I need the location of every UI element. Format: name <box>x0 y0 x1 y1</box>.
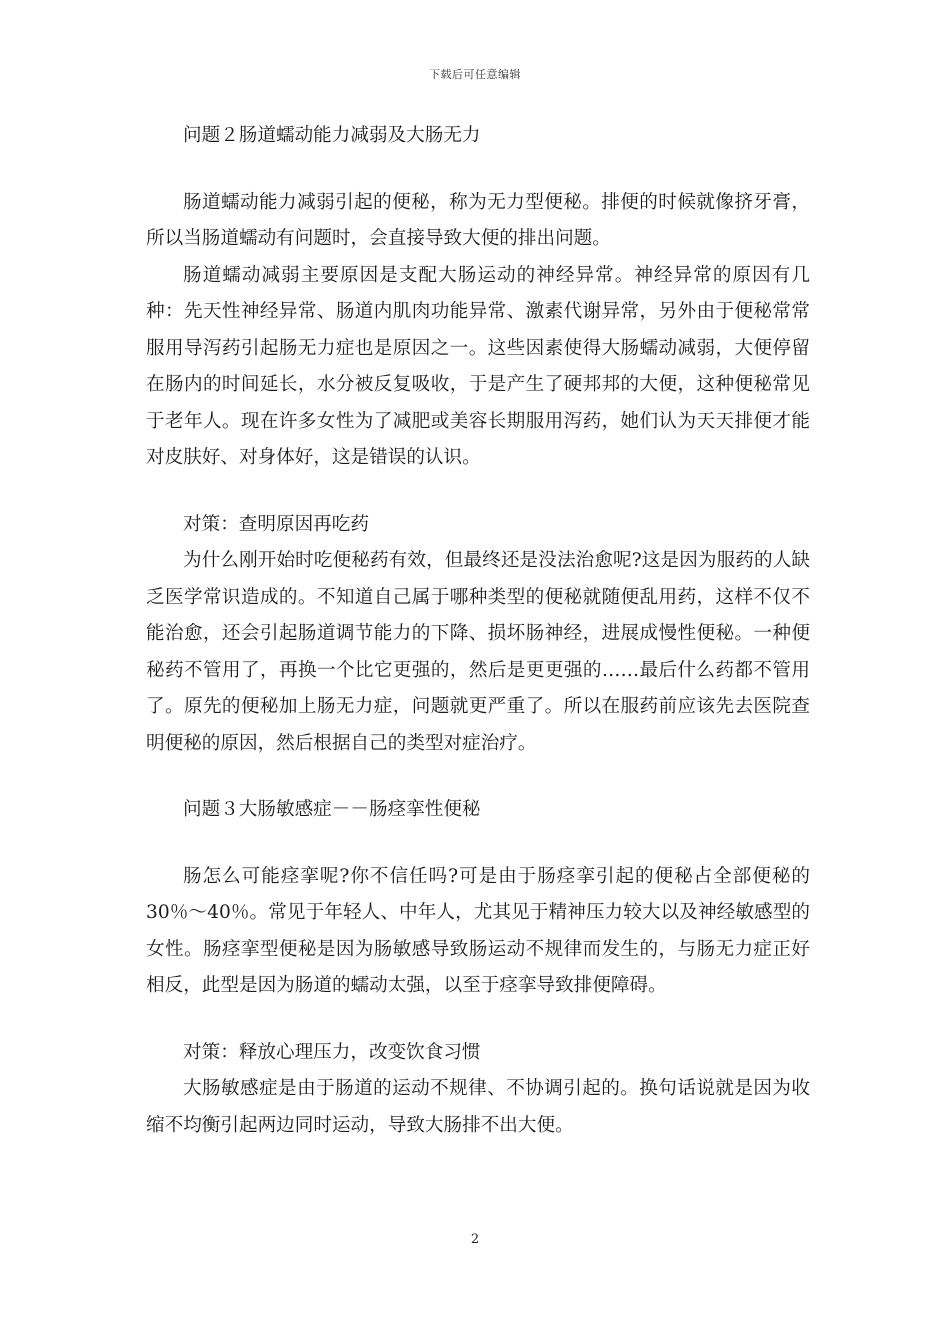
strategy-heading: 对策：查明原因再吃药 <box>183 513 369 535</box>
page-number: 2 <box>470 1232 480 1247</box>
document-body <box>146 118 810 1144</box>
page-header: 下载后可任意编辑 <box>429 68 521 81</box>
section-heading-problem-2: 问题２肠道蠕动能力减弱及大肠无力 <box>183 125 481 146</box>
paragraph: 肠道蠕动减弱主要原因是支配大肠运动的神经异常。神经异常的原因有几种：先天性神经异常、肠道内肌肉功能异常、激素代谢异常，另外由于便秘常常服用导泻药引起肠无力症也是原因之一。这些因素使得大肠蠕动减弱，大便停留在肠内的时间延长，水分被反复吸收，于是产生了硬邦邦的大便，这种便秘常见于老年人。现在许多女性为了减肥或美容长期服用泻药，她们认为天天排便才能对皮肤好、对身体好，这是错误的认识。 <box>146 264 810 468</box>
strategy-heading: 对策：释放心理压力，改变饮食习惯 <box>183 1041 481 1063</box>
paragraph: 肠怎么可能痉挛呢?你不信任吗?可是由于肠痉挛引起的便秘占全部便秘的30％～40％。常见于年轻人、中年人，尤其见于精神压力较大以及神经敏感型的女性。肠痉挛型便秘是因为肠敏感导致肠运动不规律而发生的，与肠无力症正好相反，此型是因为肠道的蠕动太强，以至于痉挛导致排便障碍。 <box>146 865 810 996</box>
paragraph: 为什么刚开始时吃便秘药有效，但最终还是没法治愈呢?这是因为服药的人缺乏医学常识造成的。不知道自己属于哪种类型的便秘就随便乱用药，这样不仅不能治愈，还会引起肠道调节能力的下降、损坏肠神经，进展成慢性便秘。一种便秘药不管用了，再换一个比它更强的，然后是更更强的……最后什么药都不管用了。原先的便秘加上肠无力症，问题就更严重了。所以在服药前应该先去医院查明便秘的原因，然后根据自己的类型对症治疗。 <box>146 550 810 754</box>
paragraph: 肠道蠕动能力减弱引起的便秘，称为无力型便秘。排便的时候就像挤牙膏，所以当肠道蠕动有问题时，会直接导致大便的排出问题。 <box>146 191 810 249</box>
paragraph: 大肠敏感症是由于肠道的运动不规律、不协调引起的。换句话说就是因为收缩不均衡引起两边同时运动，导致大肠排不出大便。 <box>146 1078 810 1136</box>
section-heading-problem-3: 问题３大肠敏感症－－肠痉挛性便秘 <box>183 799 481 820</box>
